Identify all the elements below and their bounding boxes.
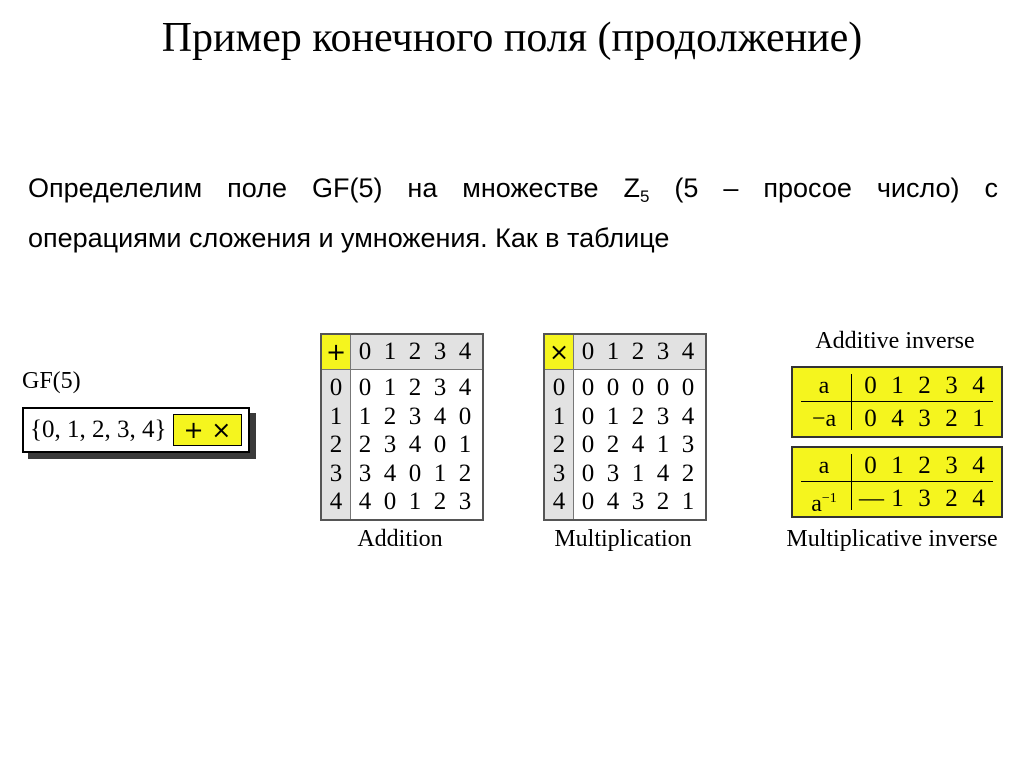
addition-cell-1-2: 3: [408, 402, 422, 430]
paragraph-subscript: 5: [639, 187, 650, 206]
paragraph-line-1-pre: Определелим поле GF(5) на множестве Z: [28, 173, 640, 203]
addition-cell-2-4: 1: [458, 431, 472, 458]
multiplication-col-header-4: 4: [681, 338, 695, 365]
multiplication-cell-4-4: 1: [681, 488, 695, 515]
multiplicative-inverse-top-value-0: 0: [864, 452, 877, 479]
multiplicative-inverse-top-value-3: 3: [945, 452, 958, 479]
addition-cell-4-1: 0: [383, 488, 397, 515]
multiplication-cell-0-0: 0: [581, 374, 595, 401]
addition-col-header-3: 3: [433, 338, 447, 365]
addition-cell-1-0: 1: [358, 402, 372, 430]
paragraph-line-1: [28, 172, 998, 213]
multiplication-cell-3-2: 1: [631, 459, 645, 487]
addition-cell-3-4: 2: [458, 459, 472, 487]
field-operations: + ×: [173, 414, 243, 446]
additive-inverse-caption: Additive inverse: [815, 328, 975, 354]
multiplication-cell-3-4: 2: [681, 459, 695, 487]
multiplicative-inverse-bottom-value-2: 3: [918, 485, 931, 512]
multiplication-cell-4-0: 0: [581, 488, 595, 515]
addition-row-header-1: 1: [329, 402, 343, 430]
multiplication-caption: Multiplication: [554, 526, 692, 552]
multiplication-cell-0-4: 0: [681, 374, 695, 401]
additive-inverse-bottom-value-0: 0: [864, 405, 877, 432]
multiplication-row-header-4: 4: [552, 488, 566, 515]
multiplicative-inverse-divider-v: [851, 454, 852, 510]
additive-inverse-bottom-value-2: 3: [918, 405, 931, 432]
paragraph-line-2: операциями сложения и умножения. Как в таблице: [28, 223, 670, 253]
field-set-box: [22, 407, 250, 453]
multiplication-row-header-1: 1: [552, 402, 566, 430]
multiplication-cell-1-0: 0: [581, 402, 595, 430]
multiplication-cell-0-1: 0: [606, 374, 620, 401]
multiplication-symbol: ×: [545, 335, 574, 370]
addition-cell-0-2: 2: [408, 374, 422, 401]
multiplication-row-header-0: 0: [552, 374, 566, 401]
additive-inverse-top-value-0: 0: [864, 372, 877, 399]
addition-cell-0-0: 0: [358, 374, 372, 401]
addition-col-header-4: 4: [458, 338, 472, 365]
additive-inverse-table: [791, 366, 1003, 438]
multiplicative-inverse-bottom-value-4: 4: [972, 485, 985, 512]
multiplicative-inverse-divider-h: [801, 481, 993, 482]
multiplicative-inverse-label-sup: −1: [821, 491, 837, 506]
multiplication-cell-1-2: 2: [631, 402, 645, 430]
multiplication-col-header-0: 0: [581, 338, 595, 365]
field-label: GF(5): [22, 368, 81, 394]
multiplication-cell-4-1: 4: [606, 488, 620, 515]
addition-col-header-1: 1: [383, 338, 397, 365]
addition-col-header-0: 0: [358, 338, 372, 365]
addition-cell-1-4: 0: [458, 402, 472, 430]
additive-inverse-top-value-3: 3: [945, 372, 958, 399]
additive-inverse-top-value-4: 4: [972, 372, 985, 399]
multiplication-cell-3-0: 0: [581, 459, 595, 487]
addition-cell-4-3: 2: [433, 488, 447, 515]
multiplication-cell-0-3: 0: [656, 374, 670, 401]
additive-inverse-bottom-value-4: 1: [972, 405, 985, 432]
multiplication-cell-2-0: 0: [581, 431, 595, 458]
additive-inverse-top-value-2: 2: [918, 372, 931, 399]
additive-inverse-bottom-value-3: 2: [945, 405, 958, 432]
multiplication-cell-3-1: 3: [606, 459, 620, 487]
addition-cell-2-0: 2: [358, 431, 372, 458]
multiplicative-inverse-table: [791, 446, 1003, 518]
multiplicative-inverse-bottom-value-1: 1: [891, 485, 904, 512]
multiplication-col-header-2: 2: [631, 338, 645, 365]
addition-cell-3-3: 1: [433, 459, 447, 487]
addition-cell-2-2: 4: [408, 431, 422, 458]
addition-cell-3-2: 0: [408, 459, 422, 487]
multiplicative-inverse-top-value-4: 4: [972, 452, 985, 479]
paragraph-line-1-post: (5 – просое число) с: [649, 173, 998, 203]
multiplicative-inverse-label-top: a: [818, 453, 830, 479]
addition-cell-0-3: 3: [433, 374, 447, 401]
addition-cell-3-0: 3: [358, 459, 372, 487]
addition-cell-2-3: 0: [433, 431, 447, 458]
multiplicative-inverse-caption: Multiplicative inverse: [786, 526, 998, 552]
multiplication-row-header-2: 2: [552, 431, 566, 458]
multiplication-cell-4-3: 2: [656, 488, 670, 515]
addition-col-header-2: 2: [408, 338, 422, 365]
multiplication-cell-1-4: 4: [681, 402, 695, 430]
addition-cell-1-1: 2: [383, 402, 397, 430]
multiplication-table: [543, 333, 707, 521]
additive-inverse-divider-h: [801, 401, 993, 402]
addition-cell-0-1: 1: [383, 374, 397, 401]
multiplication-col-header-3: 3: [656, 338, 670, 365]
multiplicative-inverse-label-bottom: [801, 485, 847, 518]
addition-cell-3-1: 4: [383, 459, 397, 487]
additive-inverse-divider-v: [851, 374, 852, 430]
addition-cell-4-0: 4: [358, 488, 372, 515]
multiplication-cell-3-3: 4: [656, 459, 670, 487]
multiplication-cell-0-2: 0: [631, 374, 645, 401]
addition-row-header-0: 0: [329, 374, 343, 401]
addition-table: [320, 333, 484, 521]
multiplication-cell-2-3: 1: [656, 431, 670, 458]
addition-cell-4-4: 3: [458, 488, 472, 515]
addition-cell-2-1: 3: [383, 431, 397, 458]
multiplicative-inverse-bottom-value-3: 2: [945, 485, 958, 512]
multiplicative-inverse-top-value-2: 2: [918, 452, 931, 479]
multiplication-cell-4-2: 3: [631, 488, 645, 515]
addition-caption: Addition: [357, 526, 443, 552]
addition-cell-1-3: 4: [433, 402, 447, 430]
addition-row-header-4: 4: [329, 488, 343, 515]
additive-inverse-label-top: a: [818, 373, 830, 399]
addition-cell-0-4: 4: [458, 374, 472, 401]
slide-title: Пример конечного поля (продолжение): [161, 15, 863, 61]
multiplication-cell-2-2: 4: [631, 431, 645, 458]
multiplicative-inverse-top-value-1: 1: [891, 452, 904, 479]
field-set: {0, 1, 2, 3, 4}: [30, 416, 167, 443]
multiplication-row-header-3: 3: [552, 459, 566, 487]
multiplicative-inverse-bottom-value-0: —: [859, 485, 884, 512]
multiplication-cell-1-1: 1: [606, 402, 620, 430]
additive-inverse-label-bottom: −a: [811, 406, 837, 432]
multiplicative-inverse-label-base: a: [811, 491, 822, 517]
addition-row-header-2: 2: [329, 431, 343, 458]
multiplication-cell-2-1: 2: [606, 431, 620, 458]
multiplication-cell-2-4: 3: [681, 431, 695, 458]
addition-cell-4-2: 1: [408, 488, 422, 515]
multiplication-cell-1-3: 3: [656, 402, 670, 430]
addition-symbol: +: [322, 335, 351, 370]
additive-inverse-bottom-value-1: 4: [891, 405, 904, 432]
multiplication-col-header-1: 1: [606, 338, 620, 365]
addition-row-header-3: 3: [329, 459, 343, 487]
additive-inverse-top-value-1: 1: [891, 372, 904, 399]
